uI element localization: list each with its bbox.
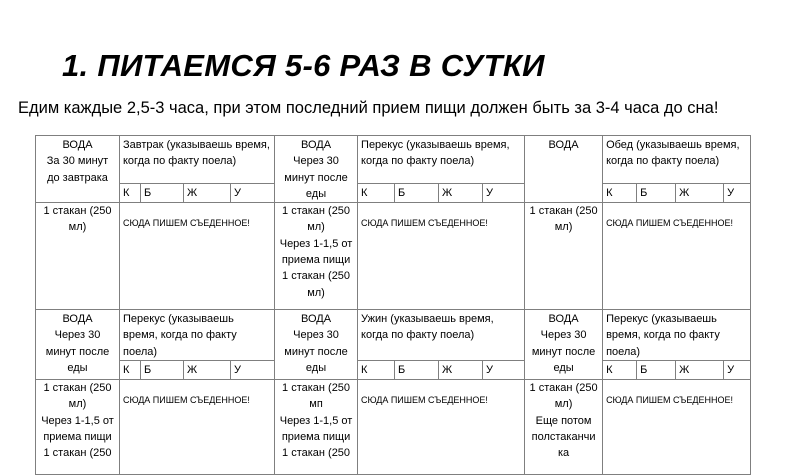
- macro-label-u: У: [724, 184, 751, 203]
- meal-entry-snack[interactable]: СЮДА ПИШЕМ СЪЕДЕННОЕ!: [358, 203, 525, 310]
- slide-subtitle: Едим каждые 2,5-3 часа, при этом последний прием пищи должен быть за 3-4 часа до сна!: [18, 99, 719, 117]
- macro-label-zh: Ж: [439, 184, 483, 203]
- meal-header-snack: Перекус (указываешь время, когда по факту поела): [120, 310, 275, 361]
- water-amount-cell[interactable]: 1 стакан (250 мп Через 1-1,5 от приема пищи 1 стакан (250: [275, 380, 358, 475]
- macro-label-k: К: [603, 184, 637, 203]
- water-amount-cell[interactable]: 1 стакан (250 мл) Через 1-1,5 от приема пищи 1 стакан (250: [36, 380, 120, 475]
- water-header-cell: ВОДА Через 30 минут после еды: [275, 136, 358, 203]
- macro-label-u: У: [483, 184, 525, 203]
- water-header-cell: ВОДА Через 30 минут после еды: [275, 310, 358, 380]
- slide-title: 1. ПИТАЕМСЯ 5-6 РАЗ В СУТКИ: [62, 48, 545, 83]
- meal-entry-breakfast[interactable]: СЮДА ПИШЕМ СЪЕДЕННОЕ!: [120, 203, 275, 310]
- water-amount-cell[interactable]: 1 стакан (250 мл) Через 1-1,5 от приема пищи 1 стакан (250 мл): [275, 203, 358, 310]
- meal-entry-dinner[interactable]: СЮДА ПИШЕМ СЪЕДЕННОЕ!: [358, 380, 525, 475]
- meal-entry-snack[interactable]: СЮДА ПИШЕМ СЪЕДЕННОЕ!: [603, 380, 751, 475]
- macro-label-k: К: [358, 184, 395, 203]
- meal-entry-lunch[interactable]: СЮДА ПИШЕМ СЪЕДЕННОЕ!: [603, 203, 751, 310]
- macro-label-b: Б: [141, 361, 184, 380]
- meal-header-breakfast: Завтрак (указываешь время, когда по факту поела): [120, 136, 275, 184]
- macro-label-u: У: [724, 361, 751, 380]
- meal-entry-snack[interactable]: СЮДА ПИШЕМ СЪЕДЕННОЕ!: [120, 380, 275, 475]
- water-header-cell: ВОДА За 30 минут до завтрака: [36, 136, 120, 203]
- meal-diary-table: [35, 135, 751, 475]
- macro-label-u: У: [231, 361, 275, 380]
- macro-label-k: К: [120, 361, 141, 380]
- macro-label-b: Б: [141, 184, 184, 203]
- macro-label-b: Б: [395, 361, 439, 380]
- macro-label-k: К: [358, 361, 395, 380]
- meal-header-lunch: Обед (указываешь время, когда по факту поела): [603, 136, 751, 184]
- macro-label-b: Б: [637, 361, 676, 380]
- macro-label-zh: Ж: [676, 184, 724, 203]
- meal-header-snack: Перекус (указываешь время, когда по факту поела): [358, 136, 525, 184]
- macro-label-zh: Ж: [439, 361, 483, 380]
- macro-label-zh: Ж: [184, 361, 231, 380]
- water-amount-cell[interactable]: 1 стакан (250 мл): [525, 203, 603, 310]
- macro-label-k: К: [120, 184, 141, 203]
- macro-label-u: У: [483, 361, 525, 380]
- macro-label-zh: Ж: [676, 361, 724, 380]
- water-header-cell: ВОДА Через 30 минут после еды: [36, 310, 120, 380]
- water-amount-cell[interactable]: 1 стакан (250 мл): [36, 203, 120, 310]
- meal-header-dinner: Ужин (указываешь время, когда по факту поела): [358, 310, 525, 361]
- water-header-cell: ВОДА Через 30 минут после еды: [525, 310, 603, 380]
- macro-label-b: Б: [395, 184, 439, 203]
- water-amount-cell[interactable]: 1 стакан (250 мл) Еще потом полстаканчи ка: [525, 380, 603, 475]
- water-header-cell: ВОДА: [525, 136, 603, 203]
- macro-label-b: Б: [637, 184, 676, 203]
- meal-header-snack: Перекус (указываешь время, когда по факту поела): [603, 310, 751, 361]
- macro-label-zh: Ж: [184, 184, 231, 203]
- macro-label-k: К: [603, 361, 637, 380]
- macro-label-u: У: [231, 184, 275, 203]
